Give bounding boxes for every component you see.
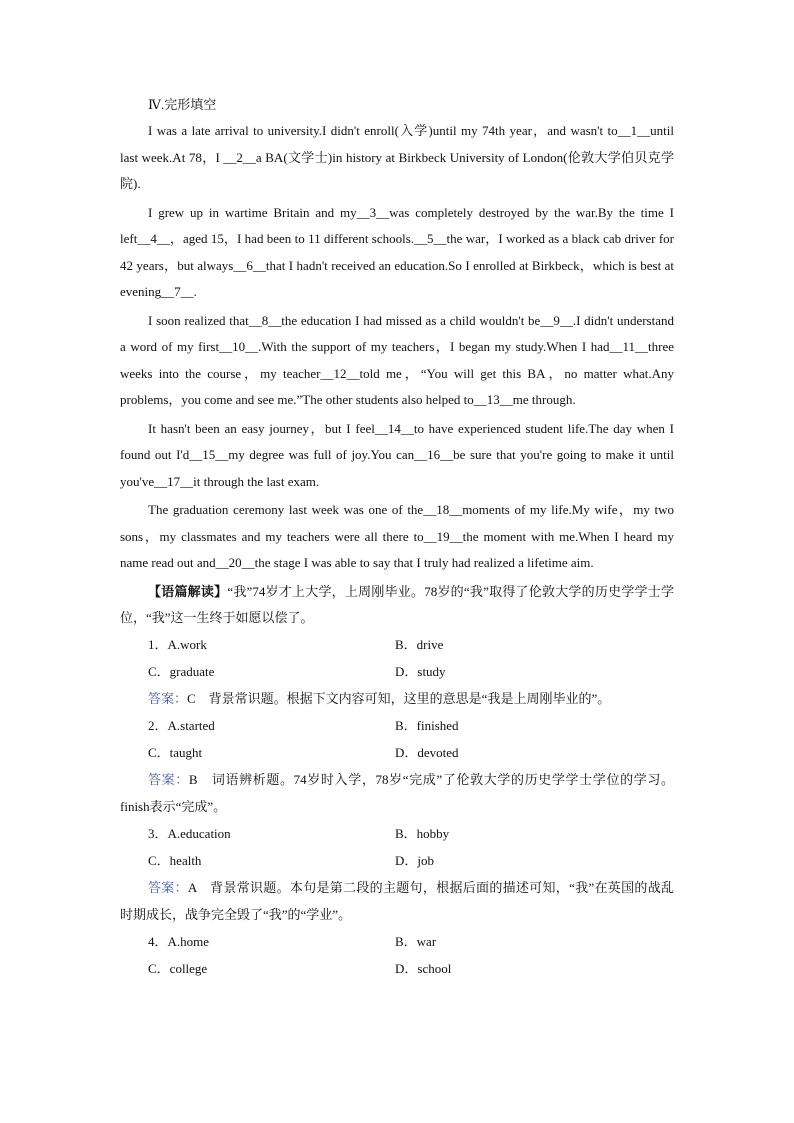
- option-d: D．school: [395, 960, 452, 976]
- option-b: B．war: [395, 933, 437, 949]
- question-1: [120, 631, 674, 712]
- option-a: 3．A.education: [148, 825, 231, 841]
- interpretation-label: 【语篇解读】: [148, 583, 228, 599]
- answer-label: 答案：: [148, 690, 188, 706]
- question-2: [120, 712, 674, 820]
- option-d: D．study: [395, 663, 446, 679]
- answer-text: B 词语辨析题。74岁时入学，78岁“完成”了伦敦大学的历史学学士学位的学习。finish表示“完成”。: [120, 771, 674, 814]
- passage-paragraph-4: It hasn't been an easy journey，but I feel__14__to have experienced student life.The day when I found out I'd__15__my degree was full of joy.You can__16__be sure that you're going to make it until you've__17__it through the last exam.: [120, 420, 674, 489]
- question-3: [120, 820, 674, 928]
- option-row: [120, 928, 674, 955]
- passage-interpretation: [120, 579, 674, 631]
- option-row: [120, 820, 674, 847]
- section-title: Ⅳ.完形填空: [148, 97, 217, 112]
- answer-text: A 背景常识题。本句是第二段的主题句，根据后面的描述可知，“我”在英国的战乱时期成长，战争完全毁了“我”的“学业”。: [120, 879, 674, 922]
- option-row: [120, 631, 674, 658]
- answer-explanation: [120, 874, 674, 928]
- option-c: C．health: [148, 852, 202, 868]
- answer-label: 答案：: [148, 771, 189, 787]
- passage-paragraph-5: The graduation ceremony last week was one of the__18__moments of my life.My wife，my two sons，my classmates and my teachers were all there to__19__the moment with me.When I heard my name read out and__20__the stage I was able to say that I truly had realized a lifetime aim.: [120, 502, 674, 570]
- option-row: [120, 955, 674, 982]
- option-c: C．college: [148, 960, 208, 976]
- option-c: C．taught: [148, 744, 203, 760]
- option-a: 4．A.home: [148, 933, 210, 949]
- answer-text: C 背景常识题。根据下文内容可知，这里的意思是“我是上周刚毕业的”。: [187, 690, 611, 706]
- option-b: B．hobby: [395, 825, 450, 841]
- passage-paragraph-3: I soon realized that__8__the education I had missed as a child wouldn't be__9__.I didn't understand a word of my first__10__.With the support of my teachers，I began my study.When I had__11__three weeks into the course，my teacher__12__told me，“You will get this BA，no matter what.Any problems，you come and see me.”The other students also helped to__13__me through.: [120, 312, 674, 407]
- answer-explanation: [120, 766, 674, 820]
- option-a: 2．A.started: [148, 717, 215, 733]
- option-d: D．job: [395, 852, 435, 868]
- answer-explanation: [120, 685, 674, 712]
- option-row: [120, 712, 674, 739]
- option-b: B．drive: [395, 636, 444, 652]
- cloze-passage: [120, 118, 674, 577]
- option-c: C．graduate: [148, 663, 215, 679]
- interpretation-text: “我”74岁才上大学，上周刚毕业。78岁的“我”取得了伦敦大学的历史学学士学位，“我”这一生终于如愿以偿了。: [120, 583, 674, 625]
- option-row: [120, 739, 674, 766]
- passage-paragraph-2: I grew up in wartime Britain and my__3__was completely destroyed by the war.By the time I left__4__，aged 15，I had been to 11 different schools.__5__the war，I worked as a black cab driver for 42 years，but always__6__that I hadn't received an education.So I enrolled at Birkbeck，which is best at evening__7__.: [120, 204, 674, 299]
- passage-paragraph-1: I was a late arrival to university.I didn't enroll(入学)until my 74th year，and wasn't to__1__until last week.At 78，I __2__a BA(文学士)in history at Birkbeck University of London(伦敦大学伯贝克学院).: [120, 123, 674, 191]
- question-4: [120, 928, 674, 982]
- document-page: [120, 92, 674, 982]
- option-row: [120, 658, 674, 685]
- option-d: D．devoted: [395, 744, 459, 760]
- option-a: 1．A.work: [148, 636, 207, 652]
- option-row: [120, 847, 674, 874]
- option-b: B．finished: [395, 717, 459, 733]
- answer-label: 答案：: [148, 879, 188, 895]
